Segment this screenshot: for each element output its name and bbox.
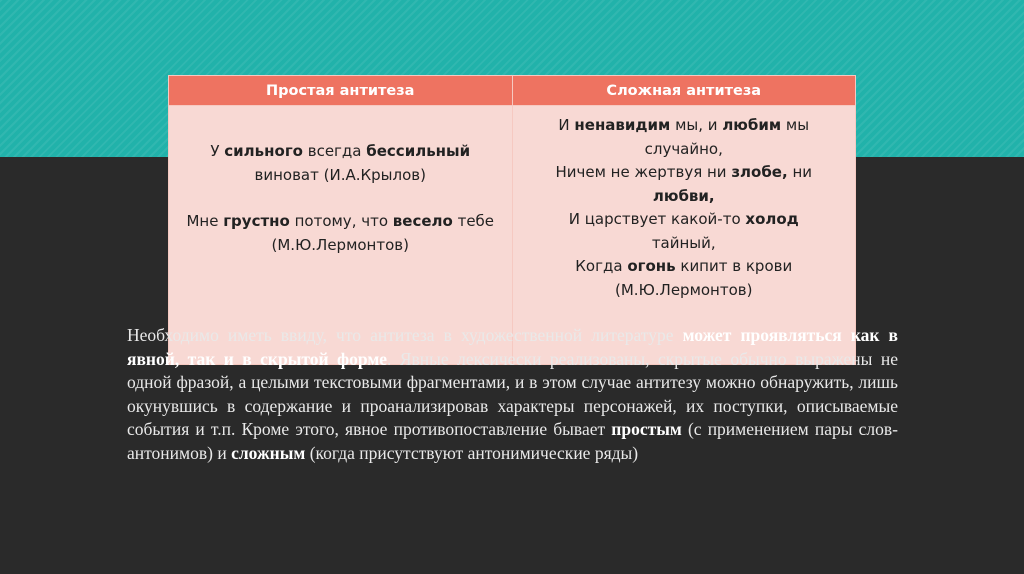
text-run: всегда: [302, 142, 367, 160]
poem-line: [513, 232, 856, 256]
example-lermontov: [175, 210, 505, 257]
header-simple-antithesis: Простая антитеза: [169, 76, 513, 106]
poem-line: [513, 279, 856, 303]
text-run: (М.Ю.Лермонтов): [615, 280, 753, 299]
table-header-row: [169, 76, 856, 106]
text-run: . Явные лексически реализованы, скрытые обычно выражены не одной фразой, а целыми текстовыми фрагментами, и в этом случае антитезу можно обнаружить, лишь окунувшись в содержание и проанализировав характеры персонажей, их поступки, описываемые события и т.п. Кроме этого, явное противопоставление бывает: [127, 348, 898, 440]
bold-word: весело: [392, 212, 453, 230]
explanation-paragraph: [127, 324, 898, 466]
text-run: случайно,: [644, 139, 723, 158]
bold-word: сложным: [231, 442, 306, 463]
text-run: У: [210, 142, 225, 160]
text-run: потому, что: [289, 212, 393, 230]
bold-word: любим: [722, 116, 782, 134]
poem-line: [513, 114, 856, 138]
text-run: мы: [781, 116, 810, 134]
bold-word: ненавидим: [574, 116, 671, 134]
text-run: Необходимо иметь ввиду, что антитеза в художественной литературе: [127, 325, 683, 345]
text-run: тебе (М.Ю.Лермонтов): [271, 212, 495, 254]
text-run: И царствует какой-то: [568, 210, 746, 228]
bold-word: злобе,: [731, 163, 788, 181]
poem-line: [513, 185, 856, 209]
poem-line: [513, 138, 856, 162]
poem-line: [513, 255, 856, 279]
text-run: Мне: [186, 212, 224, 230]
poem-line: [513, 161, 856, 185]
text-run: (когда присутствуют антонимические ряды): [305, 442, 639, 463]
text-run: Когда: [575, 257, 628, 275]
bold-word: холод: [745, 210, 799, 228]
bold-word: грустно: [223, 212, 290, 230]
bold-word: бессильный: [366, 142, 471, 160]
header-complex-antithesis: Сложная антитеза: [512, 76, 856, 106]
bold-word: огонь: [627, 257, 676, 275]
text-run: Ничем не жертвуя ни: [555, 163, 732, 181]
bold-word: любви,: [652, 186, 715, 205]
bold-word: сильного: [224, 142, 303, 160]
text-run: мы, и: [670, 116, 723, 134]
text-run: И: [558, 116, 575, 134]
antithesis-table: [168, 75, 856, 365]
poem-line: [513, 208, 856, 232]
text-run: виноват (И.А.Крылов): [254, 165, 426, 184]
bold-word: простым: [611, 419, 682, 440]
spacer: [169, 187, 512, 210]
text-run: (с применением пары слов-антонимов) и: [127, 419, 898, 463]
text-run: кипит в крови: [675, 257, 793, 275]
text-run: ни: [787, 163, 813, 181]
text-run: тайный,: [651, 233, 716, 252]
example-krylov: [181, 140, 499, 187]
bold-phrase: может проявляться как в явной, так и в скрытой форме: [127, 325, 898, 369]
